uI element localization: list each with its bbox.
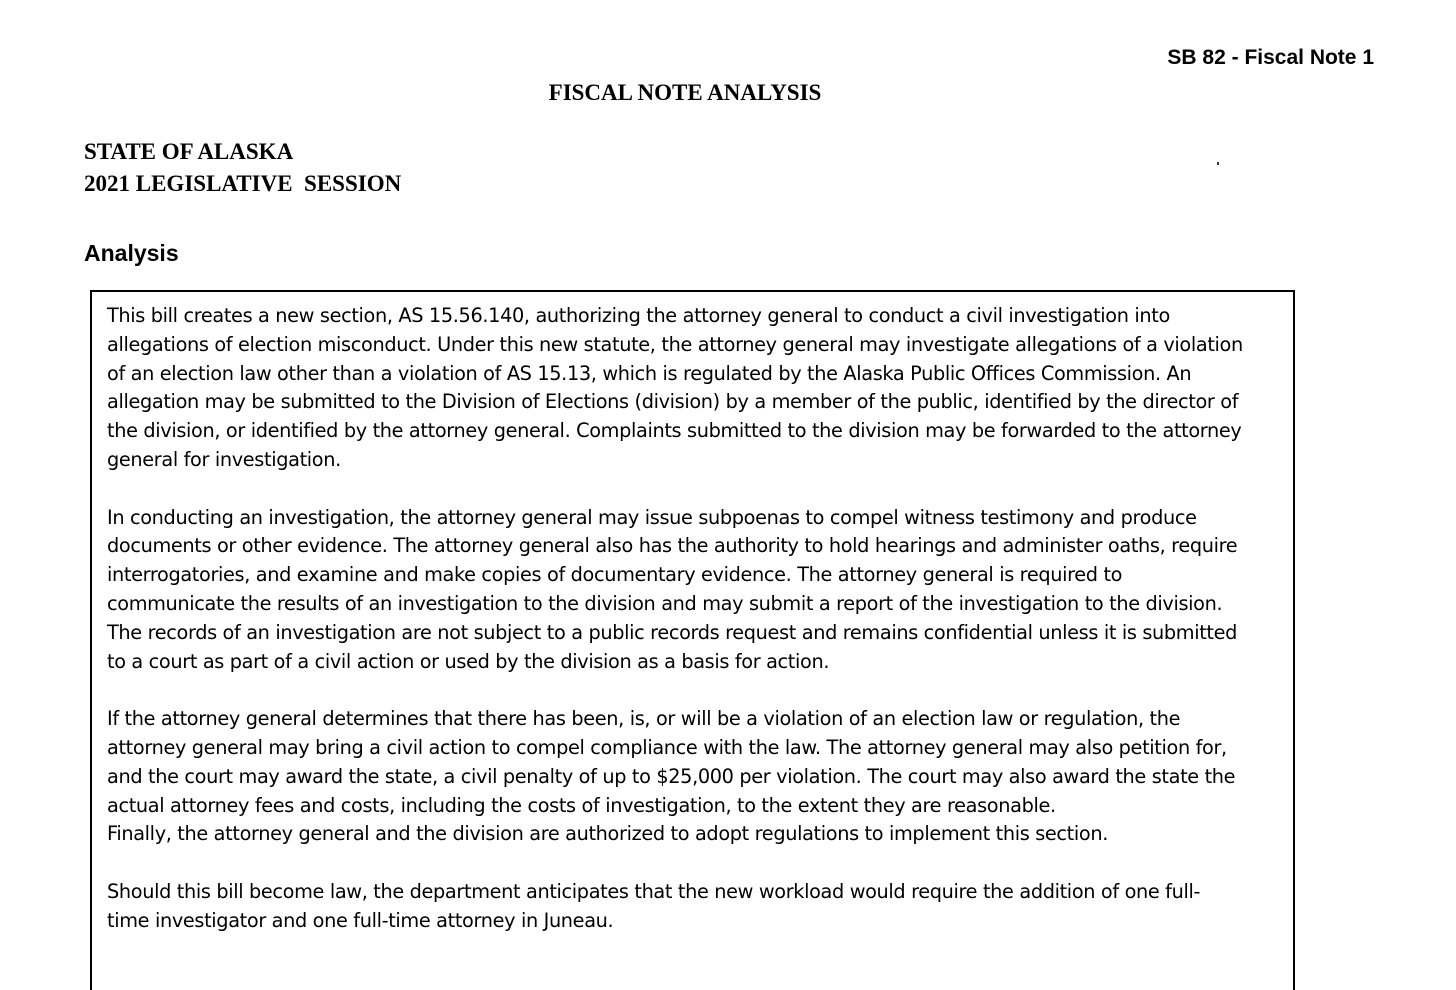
document-header <box>84 136 401 200</box>
document-title: FISCAL NOTE ANALYSIS <box>548 80 822 105</box>
analysis-paragraph-2: In conducting an investigation, the attorney general may issue subpoenas to compel witness testimony and produce documents or other evidence. The attorney general also has the authority to hold hearings and administer oaths, require interrogatories, and examine and make copies of documentary evidence. The attorney general is required to communicate the results of an investigation to the division and may submit a report of the investigation to the division. The records of an investigation are not subject to a public records request and remains confidential unless it is submitted to a court as part of a civil action or used by the division as a basis for action. <box>107 505 1238 673</box>
analysis-paragraph-1: This bill creates a new section, AS 15.56.140, authorizing the attorney general to conduct a civil investigation into allegations of election misconduct. Under this new statute, the attorney general may investigate allegations of a violation of an election law other than a violation of AS 15.13, which is regulated by the Alaska Public Offices Commission. An allegation may be submitted to the Division of Elections (division) by a member of the public, identified by the director of the division, or identified by the attorney general. Complaints submitted to the division may be forwarded to the attorney general for investigation. <box>107 304 1243 471</box>
analysis-box <box>90 290 1295 990</box>
analysis-paragraph-4: Should this bill become law, the department anticipates that the new workload would require the addition of one full- time investigator and one full-time attorney in Juneau. <box>107 879 1201 932</box>
fiscal-note-id: SB 82 - Fiscal Note 1 <box>1167 46 1374 69</box>
scan-mark <box>1217 162 1219 165</box>
analysis-paragraph-3: If the attorney general determines that there has been, is, or will be a violation of an election law or regulation, the attorney general may bring a civil action to compel compliance with the law. The attorney general may also petition for, and the court may award the state, a civil penalty of up to $25,000 per violation. The court may also award the state the actual attorney fees and costs, including the costs of investigation, to the extent they are reasonable. Finally, the attorney general and the division are authorized to adopt regulations to implement this section. <box>107 707 1236 846</box>
section-heading: Analysis <box>84 240 179 266</box>
legislative-session: 2021 LEGISLATIVE SESSION <box>84 171 402 196</box>
state-name: STATE OF ALASKA <box>84 139 294 164</box>
